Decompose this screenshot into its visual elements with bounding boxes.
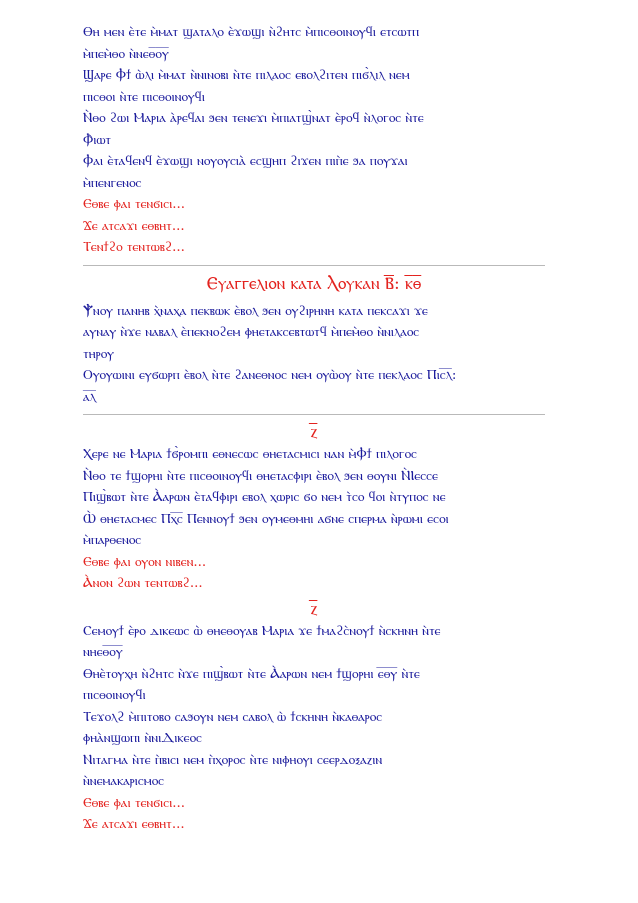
refrain-line: Ⲉⲑⲃⲉ ⲫⲁⲓ ⲧⲉⲛϭⲓⲥⲓ...	[83, 795, 186, 811]
text-line: Ⲑⲏ ⲙⲉⲛ ⲉ̀ⲧⲉ ⲙ̀ⲙⲁⲧ ϣⲁⲧⲁⲗⲟ ⲉ̀ϫⲱϣⲓ ⲛ̀ϩⲏⲧⲥ ⲙ̀ⲡⲓⲥⲑⲟⲓⲛⲟⲩϥⲓ ⲉⲧⲥⲱⲧⲡ	[83, 25, 420, 40]
text-line: ⲙ̀ⲡⲉⲙ̀ⲑⲟ ⲛ̀ⲛⲉⲑ̅ⲟ̅ⲩ̅	[83, 46, 169, 62]
text-line: Ⲑⲏⲉ̀ⲧⲟⲩⲭⲏ ⲛ̀ϩⲏⲧⲥ ⲛ̀ϫⲉ ⲡⲓϣ̀ⲃⲱⲧ ⲛ̀ⲧⲉ Ⲁ̀ⲁⲣⲱⲛ ⲛⲉⲙ ϯϣⲟⲣⲏⲓ ⲉ̅ⲑ̅ⲩ̅ ⲛ̀ⲧⲉ	[83, 666, 420, 682]
text-line: Ⲟⲩⲟⲩⲱⲓⲛⲓ ⲉⲩϭⲱⲣⲡ ⲉ̀ⲃⲟⲗ ⲛ̀ⲧⲉ ϩⲁⲛⲉⲑⲛⲟⲥ ⲛⲉⲙ ⲟⲩⲱ̀ⲟⲩ ⲛ̀ⲧⲉ ⲡⲉⲕⲗⲁⲟⲥ Ⲡⲓⲥ̅ⲗ̅:	[83, 368, 457, 383]
refrain-line: Ⲉⲑⲃⲉ ⲫⲁⲓ ⲟⲩⲟⲛ ⲛⲓⲃⲉⲛ...	[83, 554, 207, 570]
text-line: ⲡⲓⲥⲑⲟⲓ ⲛ̀ⲧⲉ ⲡⲓⲥⲑⲟⲓⲛⲟⲩϥⲓ	[83, 89, 205, 105]
stanza-number: ⲍ̅	[310, 422, 318, 442]
refrain-line: Ϫⲉ ⲁⲧⲥⲁϫⲓ ⲉⲑⲃⲏⲧ...	[83, 218, 185, 234]
refrain-line: Ⲧⲉⲛϯϩⲟ ⲧⲉⲛⲧⲱⲃϩ...	[83, 240, 185, 255]
section-2	[83, 420, 545, 595]
gospel-heading: Ⲉⲩⲁⲅⲅⲉⲗⲓⲟⲛ ⲕⲁⲧⲁ Ⲗⲟⲩⲕⲁⲛ Ⲃ̅: ⲕ̅ⲑ̅	[206, 273, 422, 294]
refrain-line: Ϫⲉ ⲁⲧⲥⲁϫⲓ ⲉⲑⲃⲏⲧ...	[83, 817, 185, 832]
refrain-line: Ⲁ̀ⲛⲟⲛ ϩⲱⲛ ⲧⲉⲛⲧⲱⲃϩ...	[83, 576, 203, 591]
text-line: ⲁⲩⲛⲁⲩ ⲛ̀ϫⲉ ⲛⲁⲃⲁⲗ ⲉ̀ⲡⲉⲕⲛⲟϩⲉⲙ ⲫⲏⲉⲧⲁⲕⲥⲉⲃⲧⲱⲧϥ ⲙ̀ⲡⲉⲙ̀ⲑⲟ ⲛ̀ⲛⲓⲗⲁⲟⲥ	[83, 325, 420, 340]
text-line: ⲧⲏⲣⲟⲩ	[83, 346, 114, 362]
text-line: ⲡⲓⲥⲑⲟⲓⲛⲟⲩϥⲓ	[83, 688, 146, 703]
text-line: Ⲫⲁⲓ ⲉ̀ⲧⲁϥⲉⲛϥ ⲉ̀ϫⲱϣⲓ ⲛⲟⲩⲟⲩⲥⲓⲁ̀ ⲉⲥϣⲏⲡ ϩⲓϫⲉⲛ ⲡⲓⲡ̀ⲉ ϧⲁ ⲡⲟⲩϫⲁⲓ	[83, 154, 408, 169]
stanza-number: ⲍ̅	[310, 598, 318, 619]
text-line: Ⲡⲓϣ̀ⲃⲱⲧ ⲛ̀ⲧⲉ Ⲁ̀ⲁⲣⲱⲛ ⲉ̀ⲧⲁϥⲫⲓⲣⲓ ⲉⲃⲟⲗ ⲭⲱⲣⲓⲥ ϭⲟ ⲛⲉⲙ ⲧ̀ⲥⲟ ϥⲟⲓ ⲛ̀ⲧⲩⲡⲟⲥ ⲛⲉ	[83, 490, 446, 505]
section-3	[83, 597, 545, 836]
text-line: ⲁ̅ⲗ̅	[83, 389, 96, 405]
text-line: ⲫⲏⲁ̀ⲛϣⲱⲡⲓ ⲛ̀ⲛⲓⲆⲓⲕⲉⲟⲥ	[83, 731, 202, 746]
text-line: Ⲱ̀ ⲑⲏⲉⲧⲁⲥⲙⲉⲥ Ⲡⲭ̅ⲥ̅ Ⲡⲉⲛⲛⲟⲩϯ ϧⲉⲛ ⲟⲩⲙⲉⲑⲙⲏⲓ ⲁϭⲛⲉ ⲥⲡⲉⲣⲙⲁ ⲛ̀ⲣⲱⲙⲓ ⲉⲥⲟⲓ	[83, 511, 449, 527]
text-line: Ϣⲁⲣⲉ Ⲫϯ ⲱ̀ⲗⲓ ⲙ̀ⲙⲁⲧ ⲛ̀ⲛⲓⲛⲟⲃⲓ ⲛ̀ⲧⲉ ⲡⲓⲗⲁⲟⲥ ⲉⲃⲟⲗϩⲓⲧⲉⲛ ⲡⲓϭ̀ⲗⲓⲗ ⲛⲉⲙ	[83, 68, 410, 83]
text-line: Ⲫ̀ⲓⲱⲧ	[83, 132, 112, 148]
text-line: ⲛ̀ⲛⲉⲙⲁⲕⲁⲣⲓⲥⲙⲟⲥ	[83, 774, 165, 789]
text-line: Ⲭⲉⲣⲉ ⲛⲉ Ⲙⲁⲣⲓⲁ ϯϭ̀ⲣⲟⲙⲡⲓ ⲉⲑⲛⲉⲥⲱⲥ ⲑⲏⲉⲧⲁⲥⲙⲓⲥⲓ ⲛⲁⲛ ⲙ̀Ⲫϯ ⲡⲓⲗⲟⲅⲟⲥ	[83, 447, 417, 462]
divider	[83, 265, 545, 266]
text-line: Ⲛⲓⲧⲁⲅⲙⲁ ⲛ̀ⲧⲉ ⲡ̀ⲃⲓⲥⲓ ⲛⲉⲙ ⲡ̀ⲭⲟⲣⲟⲥ ⲛ̀ⲧⲉ ⲛⲓⲫⲏⲟⲩⲓ ⲥⲉⲉⲣⲇⲟⲝⲁⲍⲓⲛ	[83, 752, 383, 768]
hymn-page	[83, 22, 545, 836]
refrain-line: Ⲉⲑⲃⲉ ⲫⲁⲓ ⲧⲉⲛϭⲓⲥⲓ...	[83, 197, 186, 212]
gospel-section	[83, 271, 545, 409]
section-1	[83, 22, 545, 259]
text-line: ⲛⲏⲉⲑ̅ⲟ̅ⲩ̅	[83, 645, 123, 660]
divider	[83, 414, 545, 415]
text-line: Ⲛ̀ⲑⲟ ⲧⲉ ϯϣⲟⲣⲏⲓ ⲛ̀ⲧⲉ ⲡⲓⲥⲑⲟⲓⲛⲟⲩϥⲓ ⲑⲏⲉⲧⲁⲥⲫⲓⲣⲓ ⲉ̀ⲃⲟⲗ ϧⲉⲛ ⲑⲟⲩⲛⲓ Ⲛ̀Ⲓⲉⲥⲥⲉ	[83, 468, 438, 484]
text-line: Ⲯ̀ⲛⲟⲩ ⲡⲁⲛⲏⲃ ⲭ̀ⲛⲁⲭⲁ ⲡⲉⲕⲃⲱⲕ ⲉ̀ⲃⲟⲗ ϧⲉⲛ ⲟⲩϩⲓⲣⲏⲛⲏ ⲕⲁⲧⲁ ⲡⲉⲕⲥⲁϫⲓ ϫⲉ	[83, 303, 428, 319]
text-line: Ⲥⲉⲙⲟⲩϯ ⲉ̀ⲣⲟ ⲇⲓⲕⲉⲱⲥ ⲱ̀ ⲑⲏⲉⲑⲟⲩⲁⲃ Ⲙⲁⲣⲓⲁ ϫⲉ ϯⲙⲁϩⲥ̀ⲛⲟⲩϯ ⲛ̀ⲥⲕⲏⲛⲏ ⲛ̀ⲧⲉ	[83, 623, 441, 639]
text-line: Ⲧⲉϫⲟⲗϩ ⲙ̀ⲡⲓⲧⲟⲃⲟ ⲥⲁϧⲟⲩⲛ ⲛⲉⲙ ⲥⲁⲃⲟⲗ ⲱ̀ ϯⲥⲕⲏⲛⲏ ⲛ̀ⲕⲁⲑⲁⲣⲟⲥ	[83, 709, 383, 725]
text-line: ⲙ̀ⲡⲁⲣⲑⲉⲛⲟⲥ	[83, 533, 142, 548]
text-line: ⲙ̀ⲡⲉⲛⲅⲉⲛⲟⲥ	[83, 175, 142, 191]
text-line: Ⲛ̀ⲑⲟ ϩⲱⲓ Ⲙⲁⲣⲓⲁ ⲁ̀ⲣⲉϥⲁⲓ ϧⲉⲛ ⲧⲉⲛⲉϫⲓ ⲙ̀ⲡⲓⲁⲧϣ̀ⲛⲁⲧ ⲉ̀ⲣⲟϥ ⲛ̀ⲗⲟⲅⲟⲥ ⲛ̀ⲧⲉ	[83, 111, 424, 126]
